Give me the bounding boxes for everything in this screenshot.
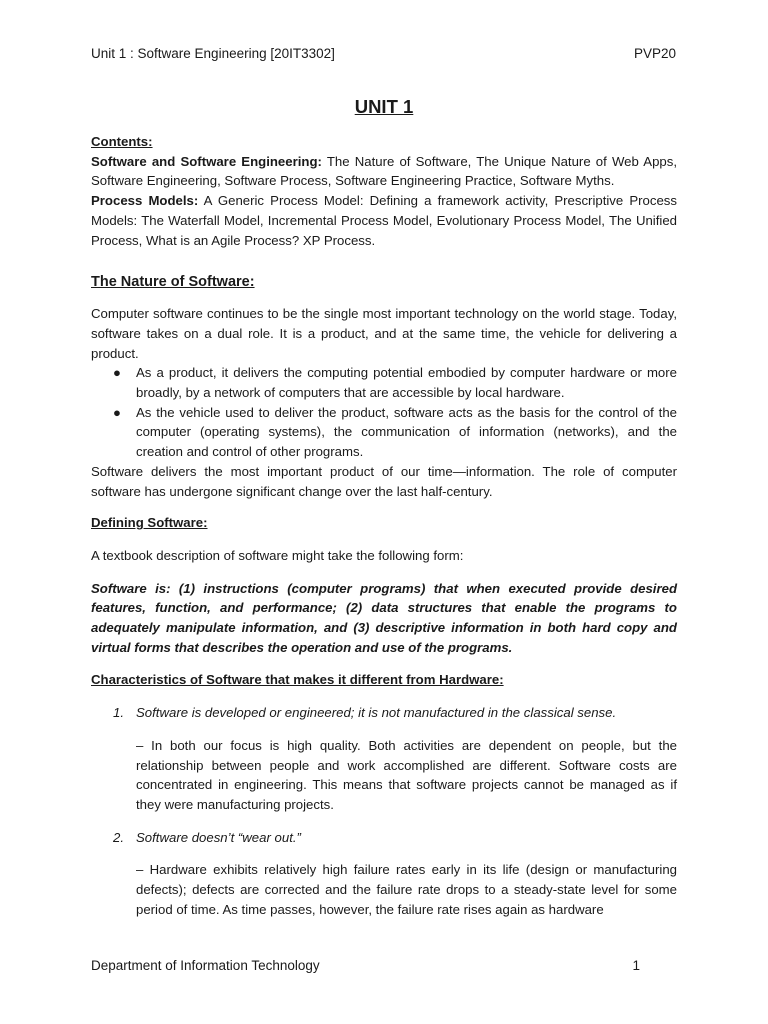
header-course-title: Unit 1 : Software Engineering [20IT3302] (91, 46, 335, 61)
contents-label: Contents: (91, 134, 153, 149)
contents-pm-paragraph (91, 191, 677, 250)
characteristics-heading: Characteristics of Software that makes it different from Hardware: (91, 672, 504, 688)
list-item (91, 703, 677, 815)
contents-se-paragraph (91, 152, 677, 191)
nature-section (91, 304, 677, 501)
item-number: 2. (113, 829, 124, 845)
bullet-text: As a product, it delivers the computing potential embodied by computer hardware or more broadly, by a network of computers that are accessible by local hardware. (136, 365, 677, 401)
item-title: Software is developed or engineered; it is not manufactured in the classical sense. (136, 705, 617, 721)
unit-title: UNIT 1 (354, 96, 414, 117)
software-definition: Software is: (1) instructions (computer programs) that when executed provide desired features, function, and performance; (2) data structures that enable the programs to adequately manipulate information, and (3) descriptive information in both hard copy and virtual forms that describes the operation and use of the programs. (91, 580, 677, 655)
footer-department: Department of Information Technology (91, 958, 320, 973)
item-body: – Hardware exhibits relatively high failure rates early in its life (design or manufacturing defects); defects are corrected and the failure rate drops to a steady-state level for some period of time. As time passes, however, the failure rate rises again as hardware (136, 862, 677, 917)
page-header (91, 45, 676, 63)
characteristics-list (91, 703, 677, 919)
page-footer (91, 957, 640, 975)
item-number: 1. (113, 705, 124, 721)
page-number: 1 (632, 958, 640, 973)
contents-pm-text: A Generic Process Model: Defining a framework activity, Prescriptive Process Models: The Waterfall Model, Incremental Process Model, Evolutionary Process Model, The Unified Process, What is an Agile Process? XP Process. (91, 193, 677, 248)
bullet-icon: ● (113, 365, 121, 381)
item-title: Software doesn’t “wear out.” (136, 829, 301, 845)
bullet-icon: ● (113, 404, 121, 420)
nature-bullet-list (91, 363, 677, 462)
contents-se-label: Software and Software Engineering: (91, 153, 322, 169)
item-body: – In both our focus is high quality. Both activities are dependent on people, but the relationship between people and work accomplished are different. Software costs are concentrated in engineering. This means that software projects cannot be managed as if they were manufacturing projects. (136, 737, 677, 812)
nature-heading: The Nature of Software: (91, 274, 255, 291)
nature-intro: Computer software continues to be the single most important technology on the world stage. Today, software takes on a dual role. It is a product, and at the same time, the vehicle for delivering a product. (91, 306, 677, 361)
contents-pm-label: Process Models: (91, 193, 199, 209)
list-item (91, 363, 677, 402)
defining-heading: Defining Software: (91, 515, 208, 531)
contents-section (91, 132, 677, 250)
bullet-text: As the vehicle used to deliver the product, software acts as the basis for the control of the computer (operating systems), the communication of information (networks), and the creation and control of other programs. (136, 404, 677, 460)
page-content (91, 95, 677, 920)
list-item (91, 403, 677, 462)
nature-outro: Software delivers the most important product of our time—information. The role of computer software has undergone significant change over the last half-century. (91, 463, 677, 499)
defining-intro: A textbook description of software might take the following form: (91, 547, 464, 563)
contents-se-text: The Nature of Software, The Unique Nature of Web Apps, Software Engineering, Software Process, Software Engineering Practice, Software Myths. (91, 153, 677, 189)
list-item (91, 828, 677, 920)
header-regulation-code: PVP20 (633, 46, 676, 61)
